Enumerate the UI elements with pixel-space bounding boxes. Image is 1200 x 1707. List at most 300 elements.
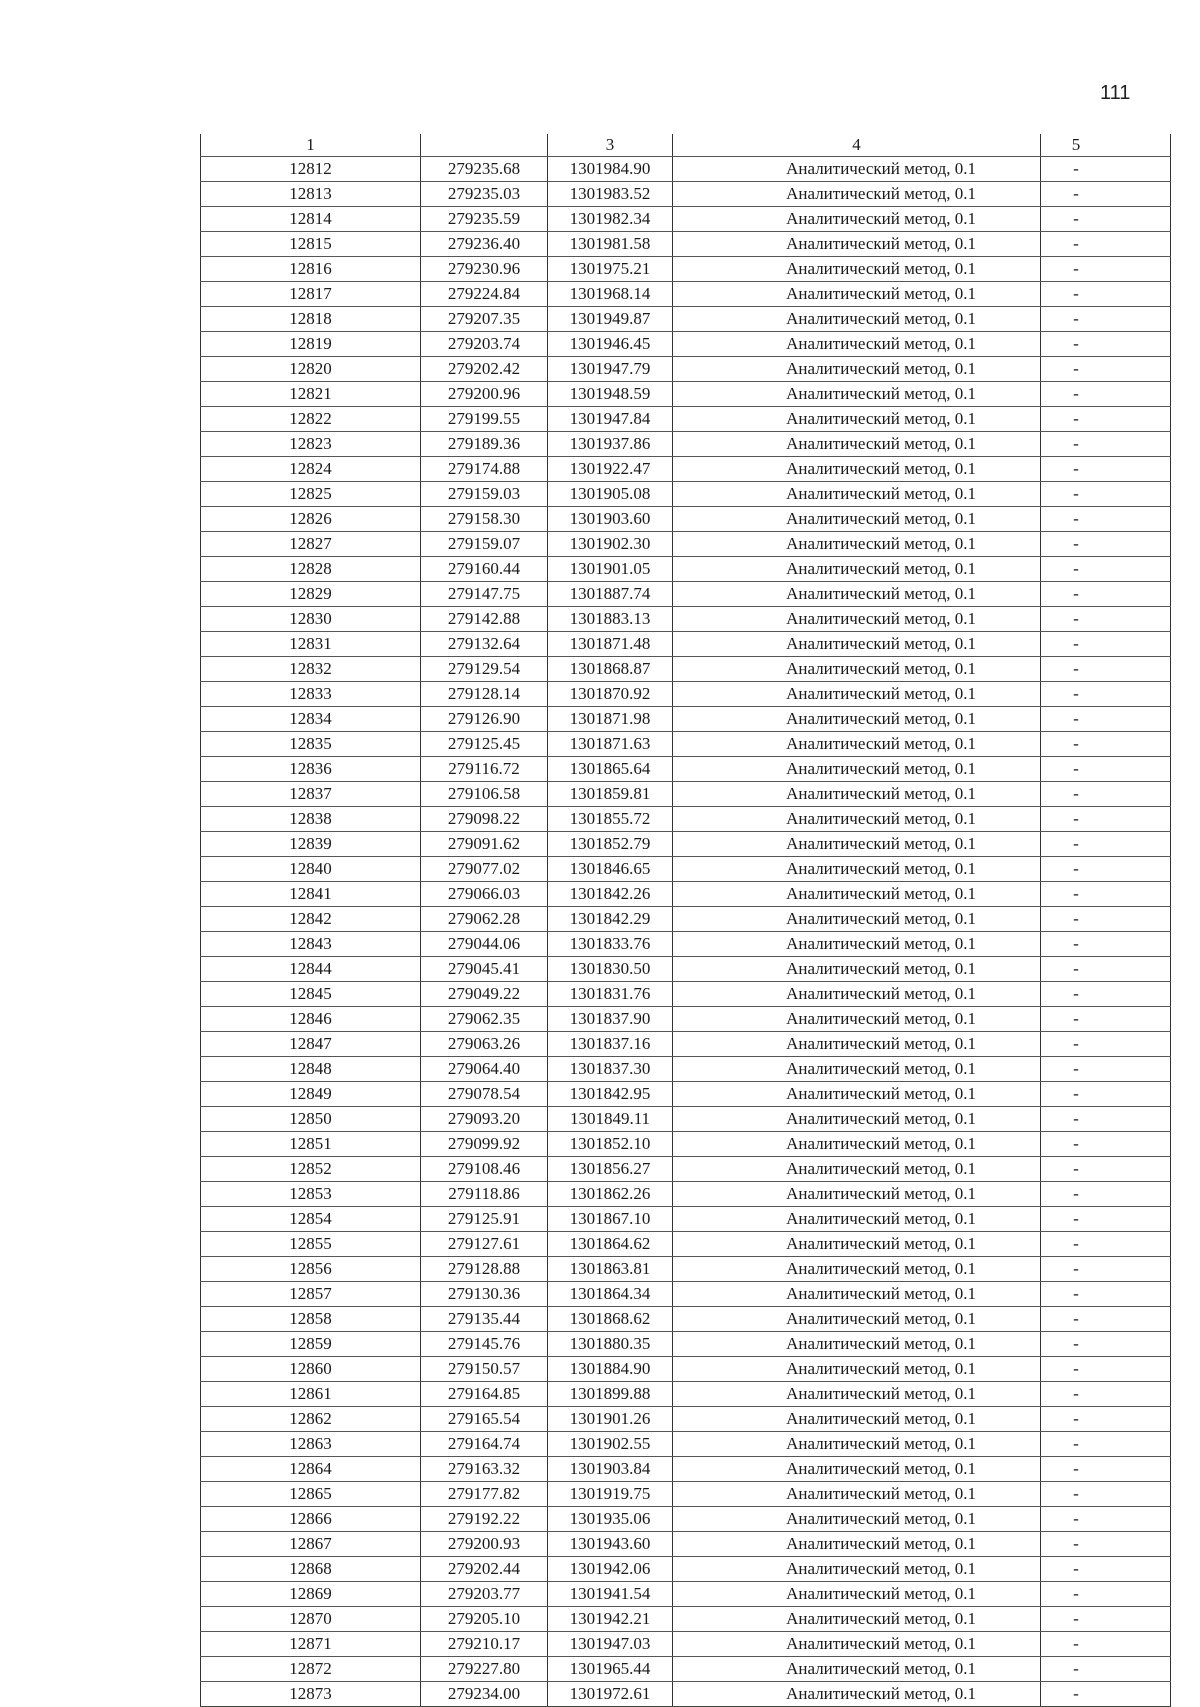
description-mark: - bbox=[1073, 184, 1079, 203]
method-cell: Аналитический метод, 0.1 bbox=[673, 1332, 1041, 1357]
y-coordinate-cell: 1301864.62 bbox=[548, 1232, 673, 1257]
table-row bbox=[201, 1057, 1171, 1082]
point-number-cell: 12819 bbox=[201, 332, 421, 357]
method-cell: Аналитический метод, 0.1 bbox=[673, 1282, 1041, 1307]
table-row bbox=[201, 1032, 1171, 1057]
table-row bbox=[201, 1507, 1171, 1532]
point-number-cell: 12860 bbox=[201, 1357, 421, 1382]
point-number-cell: 12849 bbox=[201, 1082, 421, 1107]
x-coordinate-cell: 279199.55 bbox=[421, 407, 548, 432]
point-number-cell: 12833 bbox=[201, 682, 421, 707]
description-cell bbox=[1041, 532, 1171, 557]
x-coordinate-cell: 279135.44 bbox=[421, 1307, 548, 1332]
description-mark: - bbox=[1073, 234, 1079, 253]
description-cell bbox=[1041, 1157, 1171, 1182]
method-cell: Аналитический метод, 0.1 bbox=[673, 1582, 1041, 1607]
point-number-cell: 12812 bbox=[201, 157, 421, 182]
y-coordinate-cell: 1301903.84 bbox=[548, 1457, 673, 1482]
y-coordinate-cell: 1301831.76 bbox=[548, 982, 673, 1007]
description-cell bbox=[1041, 1007, 1171, 1032]
description-mark: - bbox=[1073, 609, 1079, 628]
table-row bbox=[201, 1357, 1171, 1382]
description-cell bbox=[1041, 1182, 1171, 1207]
method-cell: Аналитический метод, 0.1 bbox=[673, 757, 1041, 782]
description-cell bbox=[1041, 1032, 1171, 1057]
point-number-cell: 12855 bbox=[201, 1232, 421, 1257]
point-number-cell: 12822 bbox=[201, 407, 421, 432]
description-mark: - bbox=[1073, 859, 1079, 878]
x-coordinate-cell: 279163.32 bbox=[421, 1457, 548, 1482]
y-coordinate-cell: 1301946.45 bbox=[548, 332, 673, 357]
description-mark: - bbox=[1073, 284, 1079, 303]
description-cell bbox=[1041, 732, 1171, 757]
method-cell: Аналитический метод, 0.1 bbox=[673, 457, 1041, 482]
x-coordinate-cell: 279177.82 bbox=[421, 1482, 548, 1507]
x-coordinate-cell: 279116.72 bbox=[421, 757, 548, 782]
table-row bbox=[201, 457, 1171, 482]
x-coordinate-cell: 279044.06 bbox=[421, 932, 548, 957]
point-number-cell: 12813 bbox=[201, 182, 421, 207]
description-cell bbox=[1041, 1532, 1171, 1557]
x-coordinate-cell: 279207.35 bbox=[421, 307, 548, 332]
description-cell bbox=[1041, 982, 1171, 1007]
y-coordinate-cell: 1301859.81 bbox=[548, 782, 673, 807]
description-mark: - bbox=[1073, 309, 1079, 328]
description-cell bbox=[1041, 282, 1171, 307]
table-row bbox=[201, 1582, 1171, 1607]
description-mark: - bbox=[1073, 884, 1079, 903]
method-cell: Аналитический метод, 0.1 bbox=[673, 1232, 1041, 1257]
description-cell bbox=[1041, 1432, 1171, 1457]
description-mark: - bbox=[1073, 1259, 1079, 1278]
x-coordinate-cell: 279130.36 bbox=[421, 1282, 548, 1307]
method-cell: Аналитический метод, 0.1 bbox=[673, 657, 1041, 682]
description-mark: - bbox=[1073, 459, 1079, 478]
x-coordinate-cell: 279203.77 bbox=[421, 1582, 548, 1607]
table-row bbox=[201, 582, 1171, 607]
description-cell bbox=[1041, 1132, 1171, 1157]
description-mark: - bbox=[1073, 484, 1079, 503]
description-cell bbox=[1041, 1282, 1171, 1307]
description-cell bbox=[1041, 707, 1171, 732]
x-coordinate-cell: 279125.91 bbox=[421, 1207, 548, 1232]
description-cell bbox=[1041, 207, 1171, 232]
description-mark: - bbox=[1073, 1384, 1079, 1403]
x-coordinate-cell: 279049.22 bbox=[421, 982, 548, 1007]
point-number-cell: 12873 bbox=[201, 1682, 421, 1707]
description-mark: - bbox=[1073, 1559, 1079, 1578]
description-cell bbox=[1041, 1457, 1171, 1482]
table-row bbox=[201, 257, 1171, 282]
x-coordinate-cell: 279189.36 bbox=[421, 432, 548, 457]
x-coordinate-cell: 279093.20 bbox=[421, 1107, 548, 1132]
x-coordinate-cell: 279045.41 bbox=[421, 957, 548, 982]
description-cell bbox=[1041, 1607, 1171, 1632]
y-coordinate-cell: 1301868.62 bbox=[548, 1307, 673, 1332]
description-mark: - bbox=[1073, 1134, 1079, 1153]
point-number-cell: 12862 bbox=[201, 1407, 421, 1432]
table-row bbox=[201, 1257, 1171, 1282]
table-row bbox=[201, 157, 1171, 182]
table-row bbox=[201, 1432, 1171, 1457]
description-mark: - bbox=[1073, 159, 1079, 178]
description-mark: - bbox=[1073, 434, 1079, 453]
table-row bbox=[201, 632, 1171, 657]
description-mark: - bbox=[1073, 1684, 1079, 1703]
y-coordinate-cell: 1301922.47 bbox=[548, 457, 673, 482]
table-row bbox=[201, 332, 1171, 357]
table-row bbox=[201, 607, 1171, 632]
method-cell: Аналитический метод, 0.1 bbox=[673, 632, 1041, 657]
method-cell: Аналитический метод, 0.1 bbox=[673, 732, 1041, 757]
y-coordinate-cell: 1301947.84 bbox=[548, 407, 673, 432]
description-cell bbox=[1041, 482, 1171, 507]
x-coordinate-cell: 279128.88 bbox=[421, 1257, 548, 1282]
point-number-cell: 12836 bbox=[201, 757, 421, 782]
description-mark: - bbox=[1073, 734, 1079, 753]
table-row bbox=[201, 182, 1171, 207]
table-row bbox=[201, 1657, 1171, 1682]
description-cell bbox=[1041, 582, 1171, 607]
description-mark: - bbox=[1073, 1034, 1079, 1053]
table-row bbox=[201, 857, 1171, 882]
y-coordinate-cell: 1301919.75 bbox=[548, 1482, 673, 1507]
description-mark: - bbox=[1073, 684, 1079, 703]
x-coordinate-cell: 279128.14 bbox=[421, 682, 548, 707]
table-row bbox=[201, 1132, 1171, 1157]
x-coordinate-cell: 279205.10 bbox=[421, 1607, 548, 1632]
y-coordinate-cell: 1301884.90 bbox=[548, 1357, 673, 1382]
point-number-cell: 12839 bbox=[201, 832, 421, 857]
description-mark: - bbox=[1073, 1609, 1079, 1628]
description-mark: - bbox=[1073, 834, 1079, 853]
method-cell: Аналитический метод, 0.1 bbox=[673, 432, 1041, 457]
point-number-cell: 12872 bbox=[201, 1657, 421, 1682]
method-cell: Аналитический метод, 0.1 bbox=[673, 532, 1041, 557]
method-cell: Аналитический метод, 0.1 bbox=[673, 607, 1041, 632]
description-cell bbox=[1041, 1682, 1171, 1707]
x-coordinate-cell: 279108.46 bbox=[421, 1157, 548, 1182]
point-number-cell: 12825 bbox=[201, 482, 421, 507]
table-row bbox=[201, 207, 1171, 232]
x-coordinate-cell: 279236.40 bbox=[421, 232, 548, 257]
x-coordinate-cell: 279147.75 bbox=[421, 582, 548, 607]
y-coordinate-cell: 1301837.30 bbox=[548, 1057, 673, 1082]
method-cell: Аналитический метод, 0.1 bbox=[673, 1682, 1041, 1707]
point-number-cell: 12842 bbox=[201, 907, 421, 932]
y-coordinate-cell: 1301947.79 bbox=[548, 357, 673, 382]
y-coordinate-cell: 1301880.35 bbox=[548, 1332, 673, 1357]
x-coordinate-cell: 279142.88 bbox=[421, 607, 548, 632]
point-number-cell: 12852 bbox=[201, 1157, 421, 1182]
y-coordinate-cell: 1301942.06 bbox=[548, 1557, 673, 1582]
method-cell: Аналитический метод, 0.1 bbox=[673, 1132, 1041, 1157]
header-col-3: 3 bbox=[548, 134, 673, 157]
y-coordinate-cell: 1301935.06 bbox=[548, 1507, 673, 1532]
description-cell bbox=[1041, 1107, 1171, 1132]
description-mark: - bbox=[1073, 1434, 1079, 1453]
description-cell bbox=[1041, 857, 1171, 882]
description-cell bbox=[1041, 1332, 1171, 1357]
method-cell: Аналитический метод, 0.1 bbox=[673, 232, 1041, 257]
table-row bbox=[201, 782, 1171, 807]
description-mark: - bbox=[1073, 1009, 1079, 1028]
method-cell: Аналитический метод, 0.1 bbox=[673, 932, 1041, 957]
method-cell: Аналитический метод, 0.1 bbox=[673, 157, 1041, 182]
description-cell bbox=[1041, 907, 1171, 932]
x-coordinate-cell: 279066.03 bbox=[421, 882, 548, 907]
table-row bbox=[201, 1332, 1171, 1357]
method-cell: Аналитический метод, 0.1 bbox=[673, 807, 1041, 832]
x-coordinate-cell: 279062.35 bbox=[421, 1007, 548, 1032]
point-number-cell: 12814 bbox=[201, 207, 421, 232]
y-coordinate-cell: 1301903.60 bbox=[548, 507, 673, 532]
description-cell bbox=[1041, 807, 1171, 832]
x-coordinate-cell: 279227.80 bbox=[421, 1657, 548, 1682]
method-cell: Аналитический метод, 0.1 bbox=[673, 1357, 1041, 1382]
y-coordinate-cell: 1301948.59 bbox=[548, 382, 673, 407]
table-row bbox=[201, 382, 1171, 407]
table-row bbox=[201, 757, 1171, 782]
y-coordinate-cell: 1301905.08 bbox=[548, 482, 673, 507]
y-coordinate-cell: 1301855.72 bbox=[548, 807, 673, 832]
point-number-cell: 12831 bbox=[201, 632, 421, 657]
y-coordinate-cell: 1301842.26 bbox=[548, 882, 673, 907]
table-row bbox=[201, 882, 1171, 907]
point-number-cell: 12866 bbox=[201, 1507, 421, 1532]
description-mark: - bbox=[1073, 1534, 1079, 1553]
y-coordinate-cell: 1301941.54 bbox=[548, 1582, 673, 1607]
method-cell: Аналитический метод, 0.1 bbox=[673, 1182, 1041, 1207]
y-coordinate-cell: 1301852.10 bbox=[548, 1132, 673, 1157]
y-coordinate-cell: 1301901.05 bbox=[548, 557, 673, 582]
method-cell: Аналитический метод, 0.1 bbox=[673, 1007, 1041, 1032]
point-number-cell: 12832 bbox=[201, 657, 421, 682]
method-cell: Аналитический метод, 0.1 bbox=[673, 1657, 1041, 1682]
y-coordinate-cell: 1301849.11 bbox=[548, 1107, 673, 1132]
description-cell bbox=[1041, 1582, 1171, 1607]
method-cell: Аналитический метод, 0.1 bbox=[673, 982, 1041, 1007]
description-mark: - bbox=[1073, 209, 1079, 228]
description-cell bbox=[1041, 307, 1171, 332]
table-body bbox=[201, 157, 1171, 1707]
y-coordinate-cell: 1301846.65 bbox=[548, 857, 673, 882]
table-row bbox=[201, 1232, 1171, 1257]
description-mark: - bbox=[1073, 1359, 1079, 1378]
x-coordinate-cell: 279125.45 bbox=[421, 732, 548, 757]
description-cell bbox=[1041, 882, 1171, 907]
point-number-cell: 12868 bbox=[201, 1557, 421, 1582]
description-mark: - bbox=[1073, 1234, 1079, 1253]
point-number-cell: 12837 bbox=[201, 782, 421, 807]
table-row bbox=[201, 1532, 1171, 1557]
table-row bbox=[201, 482, 1171, 507]
x-coordinate-cell: 279202.44 bbox=[421, 1557, 548, 1582]
point-number-cell: 12843 bbox=[201, 932, 421, 957]
table-row bbox=[201, 1607, 1171, 1632]
description-cell bbox=[1041, 332, 1171, 357]
x-coordinate-cell: 279234.00 bbox=[421, 1682, 548, 1707]
x-coordinate-cell: 279230.96 bbox=[421, 257, 548, 282]
point-number-cell: 12848 bbox=[201, 1057, 421, 1082]
method-cell: Аналитический метод, 0.1 bbox=[673, 557, 1041, 582]
x-coordinate-cell: 279126.90 bbox=[421, 707, 548, 732]
table-row bbox=[201, 1282, 1171, 1307]
description-mark: - bbox=[1073, 634, 1079, 653]
point-number-cell: 12845 bbox=[201, 982, 421, 1007]
description-mark: - bbox=[1073, 1584, 1079, 1603]
description-cell bbox=[1041, 1307, 1171, 1332]
y-coordinate-cell: 1301902.55 bbox=[548, 1432, 673, 1457]
point-number-cell: 12817 bbox=[201, 282, 421, 307]
x-coordinate-cell: 279077.02 bbox=[421, 857, 548, 882]
description-mark: - bbox=[1073, 1184, 1079, 1203]
table-row bbox=[201, 1382, 1171, 1407]
header-col-5-text: 5 bbox=[1071, 135, 1081, 154]
y-coordinate-cell: 1301937.86 bbox=[548, 432, 673, 457]
x-coordinate-cell: 279235.68 bbox=[421, 157, 548, 182]
description-cell bbox=[1041, 1082, 1171, 1107]
y-coordinate-cell: 1301949.87 bbox=[548, 307, 673, 332]
x-coordinate-cell: 279118.86 bbox=[421, 1182, 548, 1207]
method-cell: Аналитический метод, 0.1 bbox=[673, 1432, 1041, 1457]
x-coordinate-cell: 279078.54 bbox=[421, 1082, 548, 1107]
description-mark: - bbox=[1073, 1484, 1079, 1503]
method-cell: Аналитический метод, 0.1 bbox=[673, 1157, 1041, 1182]
method-cell: Аналитический метод, 0.1 bbox=[673, 207, 1041, 232]
method-cell: Аналитический метод, 0.1 bbox=[673, 1482, 1041, 1507]
y-coordinate-cell: 1301943.60 bbox=[548, 1532, 673, 1557]
y-coordinate-cell: 1301842.95 bbox=[548, 1082, 673, 1107]
table-row bbox=[201, 282, 1171, 307]
method-cell: Аналитический метод, 0.1 bbox=[673, 282, 1041, 307]
method-cell: Аналитический метод, 0.1 bbox=[673, 957, 1041, 982]
point-number-cell: 12870 bbox=[201, 1607, 421, 1632]
y-coordinate-cell: 1301965.44 bbox=[548, 1657, 673, 1682]
description-cell bbox=[1041, 1407, 1171, 1432]
description-mark: - bbox=[1073, 1084, 1079, 1103]
description-cell bbox=[1041, 1632, 1171, 1657]
x-coordinate-cell: 279099.92 bbox=[421, 1132, 548, 1157]
method-cell: Аналитический метод, 0.1 bbox=[673, 1257, 1041, 1282]
description-mark: - bbox=[1073, 1659, 1079, 1678]
y-coordinate-cell: 1301972.61 bbox=[548, 1682, 673, 1707]
point-number-cell: 12863 bbox=[201, 1432, 421, 1457]
point-number-cell: 12826 bbox=[201, 507, 421, 532]
y-coordinate-cell: 1301947.03 bbox=[548, 1632, 673, 1657]
point-number-cell: 12829 bbox=[201, 582, 421, 607]
x-coordinate-cell: 279159.07 bbox=[421, 532, 548, 557]
point-number-cell: 12846 bbox=[201, 1007, 421, 1032]
description-mark: - bbox=[1073, 259, 1079, 278]
table-row bbox=[201, 532, 1171, 557]
method-cell: Аналитический метод, 0.1 bbox=[673, 682, 1041, 707]
x-coordinate-cell: 279159.03 bbox=[421, 482, 548, 507]
description-mark: - bbox=[1073, 1284, 1079, 1303]
table-row bbox=[201, 1307, 1171, 1332]
method-cell: Аналитический метод, 0.1 bbox=[673, 1207, 1041, 1232]
point-number-cell: 12858 bbox=[201, 1307, 421, 1332]
method-cell: Аналитический метод, 0.1 bbox=[673, 482, 1041, 507]
method-cell: Аналитический метод, 0.1 bbox=[673, 307, 1041, 332]
x-coordinate-cell: 279127.61 bbox=[421, 1232, 548, 1257]
method-cell: Аналитический метод, 0.1 bbox=[673, 507, 1041, 532]
description-mark: - bbox=[1073, 1109, 1079, 1128]
point-number-cell: 12865 bbox=[201, 1482, 421, 1507]
point-number-cell: 12835 bbox=[201, 732, 421, 757]
point-number-cell: 12861 bbox=[201, 1382, 421, 1407]
description-cell bbox=[1041, 932, 1171, 957]
description-mark: - bbox=[1073, 784, 1079, 803]
table-row bbox=[201, 307, 1171, 332]
y-coordinate-cell: 1301982.34 bbox=[548, 207, 673, 232]
table-row bbox=[201, 982, 1171, 1007]
table-row bbox=[201, 1632, 1171, 1657]
point-number-cell: 12867 bbox=[201, 1532, 421, 1557]
x-coordinate-cell: 279150.57 bbox=[421, 1357, 548, 1382]
y-coordinate-cell: 1301983.52 bbox=[548, 182, 673, 207]
x-coordinate-cell: 279165.54 bbox=[421, 1407, 548, 1432]
point-number-cell: 12827 bbox=[201, 532, 421, 557]
description-mark: - bbox=[1073, 759, 1079, 778]
point-number-cell: 12847 bbox=[201, 1032, 421, 1057]
table-row bbox=[201, 1107, 1171, 1132]
description-cell bbox=[1041, 182, 1171, 207]
description-mark: - bbox=[1073, 334, 1079, 353]
y-coordinate-cell: 1301864.34 bbox=[548, 1282, 673, 1307]
table-row bbox=[201, 957, 1171, 982]
x-coordinate-cell: 279200.96 bbox=[421, 382, 548, 407]
description-mark: - bbox=[1073, 1459, 1079, 1478]
method-cell: Аналитический метод, 0.1 bbox=[673, 257, 1041, 282]
method-cell: Аналитический метод, 0.1 bbox=[673, 382, 1041, 407]
x-coordinate-cell: 279235.03 bbox=[421, 182, 548, 207]
description-mark: - bbox=[1073, 409, 1079, 428]
description-mark: - bbox=[1073, 709, 1079, 728]
description-cell bbox=[1041, 607, 1171, 632]
description-cell bbox=[1041, 432, 1171, 457]
description-mark: - bbox=[1073, 809, 1079, 828]
method-cell: Аналитический метод, 0.1 bbox=[673, 707, 1041, 732]
description-mark: - bbox=[1073, 1309, 1079, 1328]
method-cell: Аналитический метод, 0.1 bbox=[673, 882, 1041, 907]
header-col-1: 1 bbox=[201, 134, 421, 157]
table-row bbox=[201, 1082, 1171, 1107]
y-coordinate-cell: 1301862.26 bbox=[548, 1182, 673, 1207]
coordinates-table bbox=[200, 134, 1171, 1707]
method-cell: Аналитический метод, 0.1 bbox=[673, 357, 1041, 382]
y-coordinate-cell: 1301865.64 bbox=[548, 757, 673, 782]
point-number-cell: 12841 bbox=[201, 882, 421, 907]
y-coordinate-cell: 1301837.16 bbox=[548, 1032, 673, 1057]
description-cell bbox=[1041, 407, 1171, 432]
x-coordinate-cell: 279064.40 bbox=[421, 1057, 548, 1082]
description-cell bbox=[1041, 1232, 1171, 1257]
table-row bbox=[201, 1182, 1171, 1207]
method-cell: Аналитический метод, 0.1 bbox=[673, 1532, 1041, 1557]
x-coordinate-cell: 279098.22 bbox=[421, 807, 548, 832]
x-coordinate-cell: 279224.84 bbox=[421, 282, 548, 307]
point-number-cell: 12864 bbox=[201, 1457, 421, 1482]
table-row bbox=[201, 832, 1171, 857]
point-number-cell: 12854 bbox=[201, 1207, 421, 1232]
point-number-cell: 12850 bbox=[201, 1107, 421, 1132]
description-mark: - bbox=[1073, 359, 1079, 378]
x-coordinate-cell: 279132.64 bbox=[421, 632, 548, 657]
description-cell bbox=[1041, 507, 1171, 532]
point-number-cell: 12871 bbox=[201, 1632, 421, 1657]
method-cell: Аналитический метод, 0.1 bbox=[673, 1382, 1041, 1407]
